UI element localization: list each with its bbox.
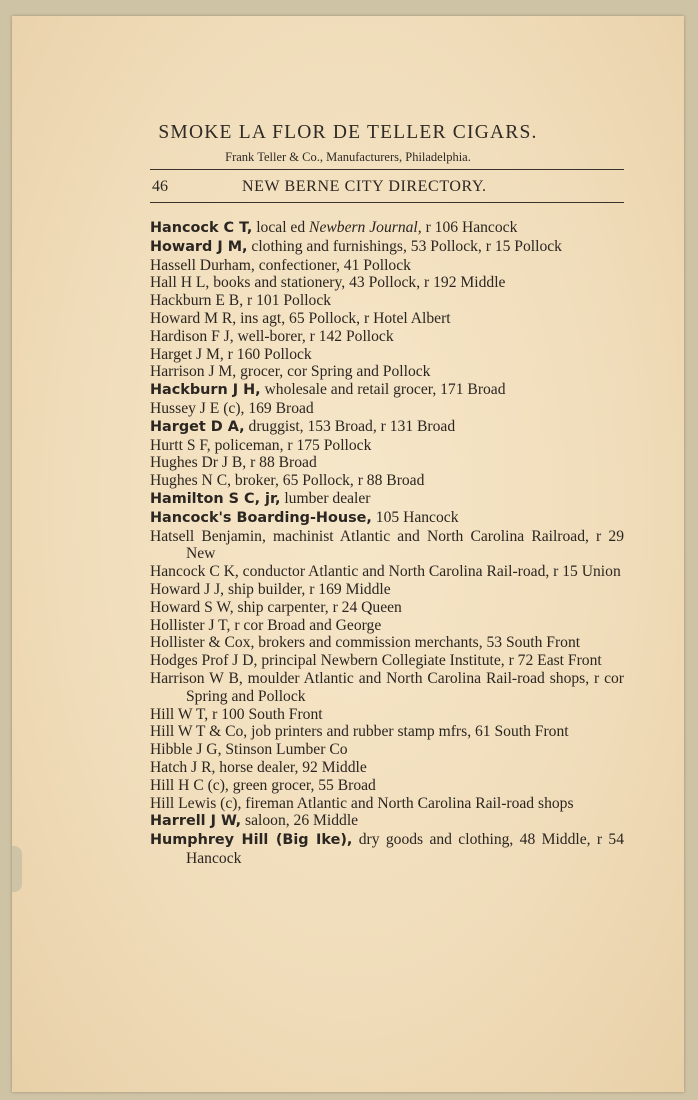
directory-entries xyxy=(150,219,624,868)
entry-name: Hatsell Benjamin, xyxy=(150,527,266,545)
entry-name: Harrison W B, xyxy=(150,669,243,687)
directory-page xyxy=(12,16,684,1092)
entry-details: moulder Atlantic and North Carolina Rail-road shops, r cor Spring and Pollock xyxy=(186,669,624,705)
entry-details: brokers and commission merchants, 53 South Front xyxy=(254,634,581,652)
directory-entry xyxy=(150,706,624,724)
entry-name: Hollister J T, xyxy=(150,616,231,634)
entry-name: Hodges Prof J D, xyxy=(150,652,258,670)
entry-details: principal Newbern Collegiate Institute, r 72 East Front xyxy=(257,652,602,670)
entry-name: Hassell Durham, xyxy=(150,256,255,274)
entry-details: clothing and furnishings, 53 Pollock, r 15 Pollock xyxy=(247,237,562,255)
directory-entry xyxy=(150,812,624,831)
entry-details: confectioner, 41 Pollock xyxy=(254,256,411,274)
entry-details: r 160 Pollock xyxy=(223,345,312,363)
entry-name: Hall H L, xyxy=(150,274,210,292)
entry-details: fireman Atlantic and North Carolina Rail-road shops xyxy=(241,794,574,812)
entry-name: Hatch J R, xyxy=(150,758,216,776)
entry-residence: r 106 Hancock xyxy=(421,219,518,236)
directory-entry xyxy=(150,418,624,437)
entry-details: dry goods and clothing, 48 Middle, r 54 Hancock xyxy=(186,831,624,867)
entry-details: local ed xyxy=(252,219,310,236)
directory-entry xyxy=(150,437,624,455)
entry-name: Howard J M, xyxy=(150,238,248,255)
entry-name: Hackburn E B, xyxy=(150,292,244,310)
entry-details: well-borer, r 142 Pollock xyxy=(233,327,394,345)
entry-details: druggist, 153 Broad, r 131 Broad xyxy=(244,417,456,435)
entry-name: Hardison F J, xyxy=(150,327,234,345)
entry-name: Howard J J, xyxy=(150,580,225,598)
entry-name: Hughes Dr J B, xyxy=(150,454,247,472)
entry-details: ins agt, 65 Pollock, r Hotel Albert xyxy=(236,309,451,327)
entry-italic: Newbern Journal, xyxy=(309,219,422,236)
running-head: NEW BERNE CITY DIRECTORY. xyxy=(242,178,487,195)
entry-name: Hill W T & Co, xyxy=(150,723,248,741)
entry-name: Hill Lewis (c), xyxy=(150,794,242,812)
entry-name: Harget D A, xyxy=(150,418,245,435)
advert-subline: Frank Teller & Co., Manufacturers, Philadelphia. xyxy=(225,150,471,164)
entry-name: Howard M R, xyxy=(150,309,237,327)
directory-entry xyxy=(150,528,624,564)
advert-line: SMOKE LA FLOR DE TELLER CIGARS. xyxy=(158,122,538,143)
directory-entry xyxy=(150,400,624,418)
entry-details: broker, 65 Pollock, r 88 Broad xyxy=(231,472,425,490)
directory-entry xyxy=(150,454,624,472)
entry-name: Hill H C (c), xyxy=(150,776,229,794)
entry-name: Hibble J G, xyxy=(150,741,222,759)
header-rule-bottom xyxy=(150,202,624,203)
entry-details: books and stationery, 43 Pollock, r 192 Middle xyxy=(209,274,506,292)
directory-entry xyxy=(150,310,624,328)
directory-entry xyxy=(150,509,624,528)
directory-entry xyxy=(150,363,624,381)
entry-name: Hancock's Boarding-House, xyxy=(150,509,372,526)
entry-name: Hurtt S F, xyxy=(150,436,211,454)
directory-entry xyxy=(150,670,624,706)
directory-entry xyxy=(150,634,624,652)
directory-entry xyxy=(150,472,624,490)
entry-details: saloon, 26 Middle xyxy=(241,812,359,830)
entry-details: policeman, r 175 Pollock xyxy=(210,436,372,454)
header-rule-top xyxy=(150,169,624,170)
entry-details: ship carpenter, r 24 Queen xyxy=(233,598,402,616)
directory-entry xyxy=(150,563,624,581)
entry-details: lumber dealer xyxy=(280,489,371,507)
directory-entry xyxy=(150,777,624,795)
entry-details: ship builder, r 169 Middle xyxy=(224,580,391,598)
torn-edge xyxy=(12,846,22,892)
entry-details: grocer, cor Spring and Pollock xyxy=(236,363,431,381)
directory-entry xyxy=(150,346,624,364)
entry-name: Hill W T, xyxy=(150,705,209,723)
entry-details: r 100 South Front xyxy=(208,705,323,723)
entry-details: r 88 Broad xyxy=(246,454,317,472)
entry-details: wholesale and retail grocer, 171 Broad xyxy=(260,381,506,399)
entry-name: Hollister & Cox, xyxy=(150,634,255,652)
directory-entry xyxy=(150,257,624,275)
directory-entry xyxy=(150,795,624,813)
directory-entry xyxy=(150,219,624,238)
directory-entry xyxy=(150,652,624,670)
directory-entry xyxy=(150,759,624,777)
entry-details: 169 Broad xyxy=(244,399,314,417)
entry-details: r cor Broad and George xyxy=(230,616,382,634)
page-number: 46 xyxy=(152,178,168,195)
entry-name: Howard S W, xyxy=(150,598,234,616)
entry-name: Hughes N C, xyxy=(150,472,231,490)
entry-name: Hussey J E (c), xyxy=(150,399,245,417)
directory-entry xyxy=(150,490,624,509)
entry-name: Harrell J W, xyxy=(150,813,242,830)
entry-name: Harrison J M, xyxy=(150,363,237,381)
directory-entry xyxy=(150,238,624,257)
directory-entry xyxy=(150,831,624,868)
entry-name: Hamilton S C, jr, xyxy=(150,490,281,507)
directory-entry xyxy=(150,599,624,617)
directory-entry xyxy=(150,381,624,400)
entry-name: Hancock C K, xyxy=(150,563,239,581)
directory-entry xyxy=(150,292,624,310)
entry-name: Hancock C T, xyxy=(150,220,253,236)
directory-entry xyxy=(150,741,624,759)
entry-name: Hackburn J H, xyxy=(150,382,261,399)
entry-details: 105 Hancock xyxy=(371,508,459,526)
entry-details: Stinson Lumber Co xyxy=(221,741,348,759)
directory-entry xyxy=(150,274,624,292)
entry-details: horse dealer, 92 Middle xyxy=(215,758,367,776)
directory-entry xyxy=(150,328,624,346)
entry-details: machinist Atlantic and North Carolina Railroad, r 29 New xyxy=(186,527,624,563)
directory-entry xyxy=(150,617,624,635)
entry-details: conductor Atlantic and North Carolina Rail-road, r 15 Union xyxy=(238,563,621,581)
directory-entry xyxy=(150,723,624,741)
entry-name: Humphrey Hill (Big Ike), xyxy=(150,832,353,849)
entry-details: r 101 Pollock xyxy=(243,292,332,310)
entry-details: green grocer, 55 Broad xyxy=(228,776,376,794)
entry-details: job printers and rubber stamp mfrs, 61 South Front xyxy=(247,723,569,741)
directory-entry xyxy=(150,581,624,599)
entry-name: Harget J M, xyxy=(150,345,224,363)
